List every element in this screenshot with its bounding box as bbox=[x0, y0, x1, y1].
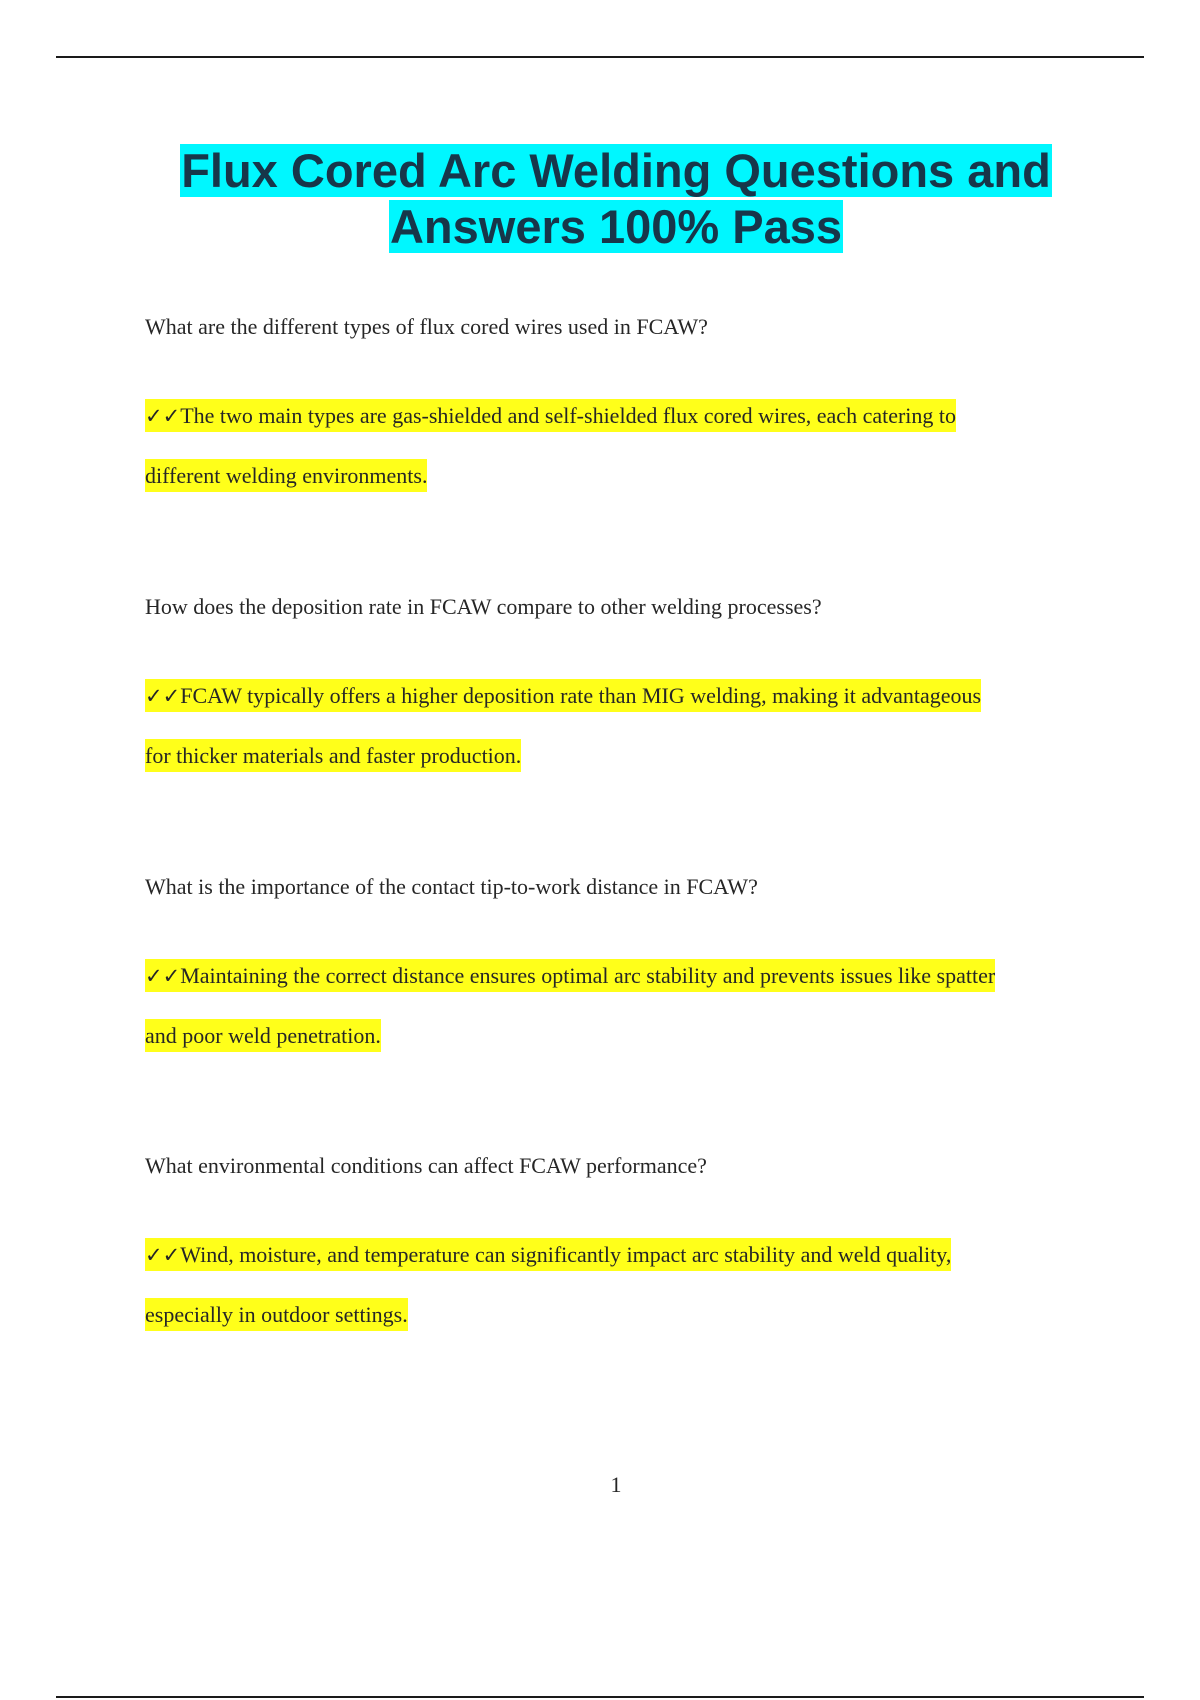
double-check-icon: ✓✓ bbox=[145, 684, 181, 708]
qa-item bbox=[145, 594, 1085, 786]
title-line-1: Flux Cored Arc Welding Questions and bbox=[181, 144, 1051, 197]
question-text: What is the importance of the contact tip-to-work distance in FCAW? bbox=[145, 874, 758, 899]
answer-text bbox=[145, 946, 1085, 1066]
question-text: How does the deposition rate in FCAW compare to other welding processes? bbox=[145, 594, 822, 619]
answer-line-1: Wind, moisture, and temperature can significantly impact arc stability and weld quality, bbox=[180, 1242, 952, 1267]
answer-text bbox=[145, 666, 1085, 786]
answer-line-1: The two main types are gas-shielded and self-shielded flux cored wires, each catering to bbox=[180, 403, 957, 428]
question-text: What environmental conditions can affect FCAW performance? bbox=[145, 1153, 707, 1178]
answer-line-1: FCAW typically offers a higher deposition rate than MIG welding, making it advantageous bbox=[180, 683, 982, 708]
answer-line-2: different welding environments. bbox=[145, 459, 427, 492]
document-title bbox=[0, 143, 1200, 255]
top-rule bbox=[56, 56, 1144, 58]
qa-item bbox=[145, 874, 1085, 1066]
qa-item bbox=[145, 1153, 1085, 1345]
answer-line-2: especially in outdoor settings. bbox=[145, 1298, 408, 1331]
bottom-rule bbox=[56, 1696, 1144, 1698]
double-check-icon: ✓✓ bbox=[145, 1243, 181, 1267]
double-check-icon: ✓✓ bbox=[145, 964, 181, 988]
answer-line-2: and poor weld penetration. bbox=[145, 1019, 381, 1052]
title-line-2: Answers 100% Pass bbox=[389, 200, 842, 253]
question-text: What are the different types of flux cored wires used in FCAW? bbox=[145, 314, 708, 339]
answer-line-1: Maintaining the correct distance ensures optimal arc stability and prevents issues like spatter bbox=[180, 963, 996, 988]
double-check-icon: ✓✓ bbox=[145, 404, 181, 428]
answer-text bbox=[145, 386, 1085, 506]
qa-item bbox=[145, 314, 1085, 506]
answer-text bbox=[145, 1225, 1085, 1345]
answer-line-2: for thicker materials and faster production. bbox=[145, 739, 521, 772]
page-number: 1 bbox=[610, 1472, 622, 1497]
